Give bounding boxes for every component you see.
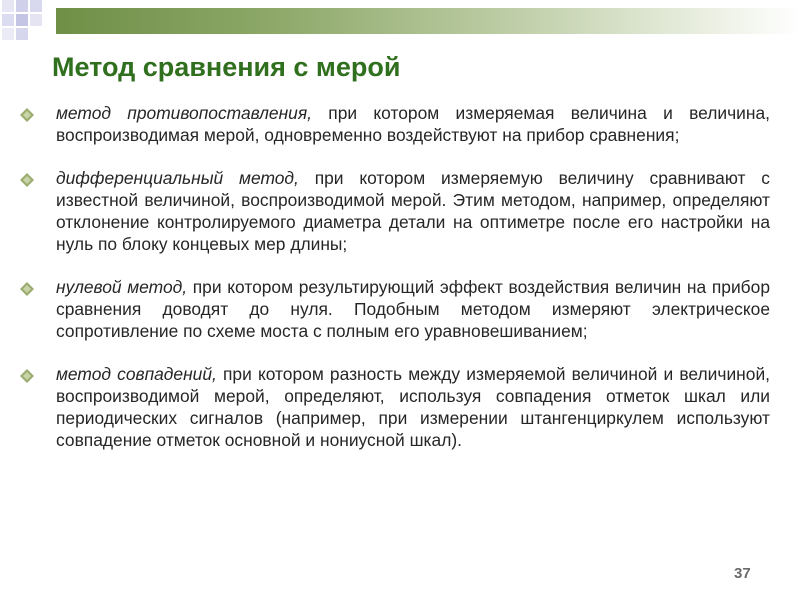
bullet-item	[20, 363, 770, 451]
bullet-item	[20, 102, 770, 146]
bullet-term: метод совпадений,	[56, 364, 217, 384]
bullet-list	[20, 102, 770, 472]
header-band	[56, 8, 800, 34]
bullet-text	[56, 167, 770, 255]
bullet-item	[20, 276, 770, 342]
diamond-bullet-icon	[20, 369, 34, 383]
slide-title: Метод сравнения с мерой	[52, 52, 401, 82]
bullet-term: нулевой метод,	[56, 277, 188, 297]
bullet-body: при котором разность между измеряемой величиной и величиной, воспроизводимой мерой, определяют, используя совпадения отметок шкал или периодических сигналов (например, при измерении штангенциркулем используют совпадение отметок основной и нониусной шкал).	[56, 364, 770, 450]
page-number: 37	[734, 565, 751, 582]
diamond-bullet-icon	[20, 282, 34, 296]
diamond-bullet-icon	[20, 173, 34, 187]
bullet-text	[56, 363, 770, 451]
bullet-body: при котором результирующий эффект воздействия величин на прибор сравнения доводят до нуля. Подобным методом измеряют электрическое сопротивление по схеме моста с полным его уравновешиванием;	[56, 277, 770, 341]
bullet-body: при котором измеряемая величина и величина, воспроизводимая мерой, одновременно воздействуют на прибор сравнения;	[56, 103, 770, 145]
bullet-item	[20, 167, 770, 255]
bullet-term: дифференциальный метод,	[56, 168, 299, 188]
diamond-bullet-icon	[20, 108, 34, 122]
bullet-term: метод противопоставления,	[56, 103, 312, 123]
bullet-text	[56, 276, 770, 342]
bullet-body: при котором измеряемую величину сравнивают с известной величиной, воспроизводимой мерой. Этим методом, например, определяют отклонение контролируемого диаметра детали на оптиметре после его настройки на нуль по блоку концевых мер длины;	[56, 168, 770, 254]
bullet-text	[56, 102, 770, 146]
